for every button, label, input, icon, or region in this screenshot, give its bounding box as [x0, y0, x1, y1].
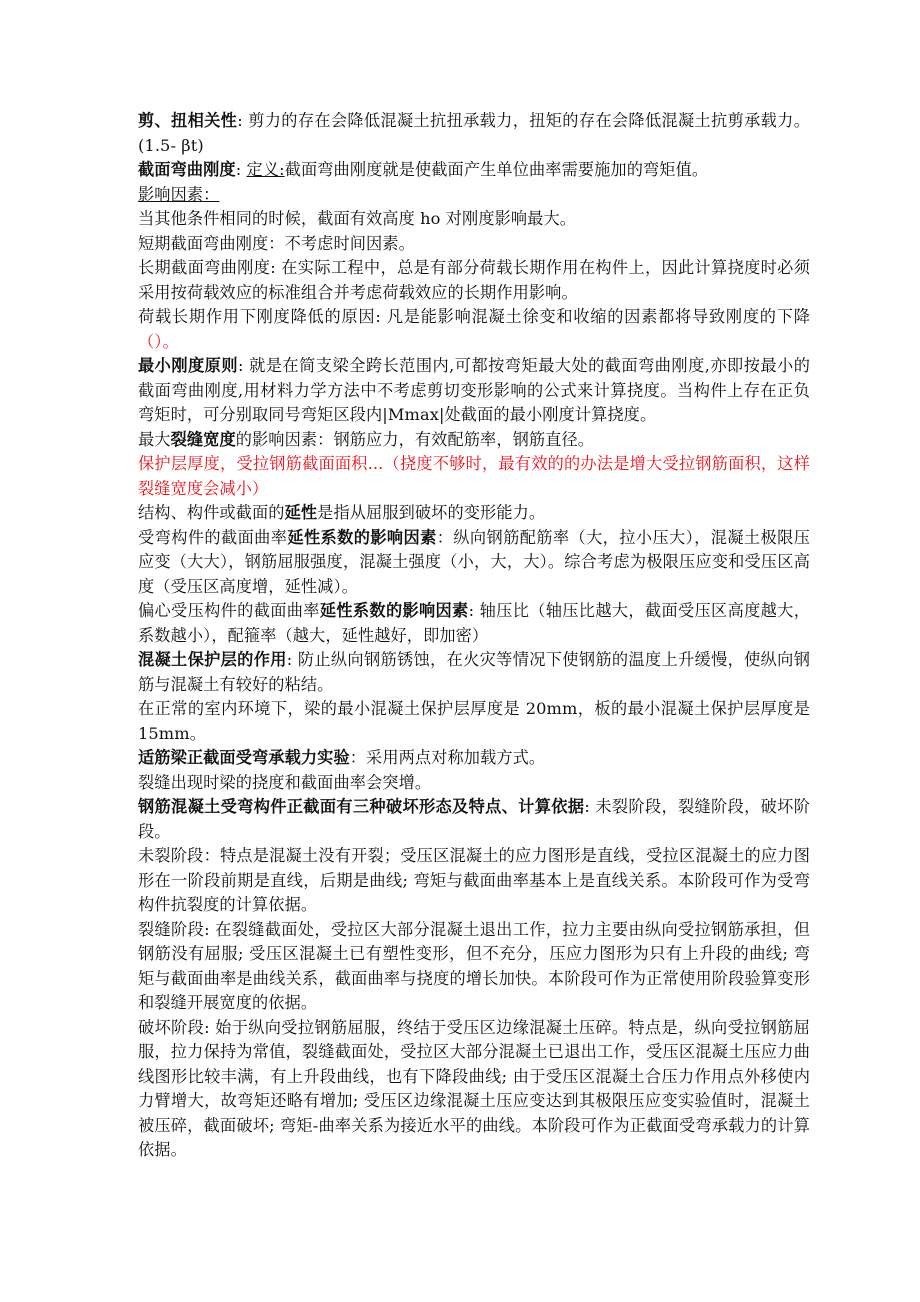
paragraph	[138, 452, 810, 501]
text-run: 未裂阶段：特点是混凝土没有开裂；受压区混凝土的应力图形是直线，受拉区混凝土的应力图形在一阶段前期是直线，后期是曲线; 弯矩与截面曲率基本上是直线关系。本阶段可作为受弯构件抗裂度的计算依据。	[138, 846, 810, 914]
bold-term: 最小刚度原则	[138, 356, 238, 375]
bold-term: 延性系数的影响因素	[287, 527, 437, 547]
text-run: 受弯构件的截面曲率	[138, 527, 288, 547]
text-run: : 轴压比（轴压比越大，截面受压区高度越大，系数越小），配箍率（越大，延性越好，即加密）	[138, 601, 810, 645]
bold-term: 截面弯曲刚度	[138, 160, 236, 179]
bold-term: 混凝土保护层的作用	[138, 650, 287, 669]
text-run: ：采用两点对称加载方式。	[349, 748, 546, 767]
paragraph	[138, 771, 810, 796]
text-run: ：纵向钢筋配筋率（大，拉小压大），混凝土极限压应变（大大），钢筋屈服强度，混凝土强度（小，大，大）。综合考虑为极限压应变和受压区高度（受压区高度增，延性减）。	[138, 527, 810, 596]
text-run: 裂缝出现时梁的挠度和截面曲率会突增。	[138, 772, 432, 792]
document-body	[138, 109, 810, 1163]
text-run: 偏心受压构件的截面曲率	[138, 601, 320, 620]
text-run: : 未裂阶段，裂缝阶段，破坏阶段。	[138, 797, 810, 841]
text-run: 的影响因素：钢筋应力，有效配筋率，钢筋直径。	[235, 429, 595, 449]
text-run: 短期截面弯曲刚度：不考虑时间因素。	[138, 233, 415, 253]
text-run: 在正常的室内环境下，梁的最小混凝土保护层厚度是 20mm，板的最小混凝土保护层厚度是 15mm。	[138, 699, 810, 743]
underlined-term: 影响因素：	[138, 184, 220, 204]
paragraph	[138, 183, 810, 208]
highlighted-text: 保护层厚度，受拉钢筋截面面积...（挠度不够时，最有效的的办法是增大受拉钢筋面积，这样裂缝宽度会减小）	[138, 454, 810, 498]
text-run: 荷载长期作用下刚度降低的原因: 凡是能影响混凝土徐变和收缩的因素都将导致刚度的下降	[138, 307, 810, 326]
text-run: : 就是在简支梁全跨长范围内,可都按弯矩最大处的截面弯曲刚度,亦即按最小的截面弯曲刚度,用材料力学方法中不考虑剪切变形影响的公式来计算挠度。当构件上存在正负弯矩时，可分别取同号弯矩区段内|Mmax|处截面的最小刚度计算挠度。	[138, 356, 810, 424]
bold-term: 钢筋混凝土受弯构件正截面有三种破坏形态及特点、计算依据	[138, 797, 585, 816]
text-run: 最大	[138, 429, 171, 449]
paragraph	[138, 648, 810, 697]
text-run: 破坏阶段: 始于纵向受拉钢筋屈服，终结于受压区边缘混凝土压碎。特点是，纵向受拉钢筋屈服，拉力保持为常值，裂缝截面处，受拉区大部分混凝土已退出工作，受压区混凝土压应力曲线图形比较丰满，有上升段曲线，也有下降段曲线; 由于受压区混凝土合压力作用点外移使内力臂增大，故弯矩还略有增加; 受压区边缘混凝土压应变达到其极限压应变实验值时，混凝土被压碎，截面破坏; 弯矩-曲率关系为接近水平的曲线。本阶段可作为正截面受弯承载力的计算依据。	[138, 1017, 810, 1159]
paragraph	[138, 305, 810, 354]
paragraph	[138, 109, 810, 158]
bold-term: 适筋梁正截面受弯承载力实验	[138, 748, 350, 767]
paragraph	[138, 844, 810, 918]
text-run: 当其他条件相同的时候，截面有效高度 ho 对刚度影响最大。	[138, 209, 577, 228]
paragraph	[138, 256, 810, 305]
paragraph	[138, 428, 810, 453]
paragraph	[138, 599, 810, 648]
underlined-term: 定义:	[246, 160, 285, 179]
text-run: : 防止纵向钢筋锈蚀，在火灾等情况下使钢筋的温度上升缓慢，使纵向钢筋与混凝土有较好的粘结。	[138, 650, 810, 694]
text-run: 是指从屈服到破坏的变形能力。	[317, 503, 546, 522]
paragraph	[138, 526, 810, 600]
highlighted-text: （）。	[138, 331, 179, 351]
text-run: 裂缝阶段: 在裂缝截面处，受拉区大部分混凝土退出工作，拉力主要由纵向受拉钢筋承担，但钢筋没有屈服; 受压区混凝土已有塑性变形，但不充分，压应力图形为只有上升段的曲线; 弯矩与截面曲率是曲线关系，截面曲率与挠度的增长加快。本阶段可作为正常使用阶段验算变形和裂缝开展宽度的依据。	[138, 919, 810, 1012]
paragraph	[138, 795, 810, 844]
text-run: 长期截面弯曲刚度: 在实际工程中，总是有部分荷载长期作用在构件上，因此计算挠度时必须采用按荷载效应的标准组合并考虑荷载效应的长期作用影响。	[138, 258, 810, 302]
paragraph	[138, 1016, 810, 1163]
bold-term: 延性系数的影响因素	[319, 601, 469, 620]
text-run: 截面弯曲刚度就是使截面产生单位曲率需要施加的弯矩值。	[284, 160, 709, 179]
paragraph	[138, 354, 810, 428]
paragraph	[138, 232, 810, 257]
text-run: :	[235, 160, 247, 179]
bold-term: 剪、扭相关性	[138, 111, 238, 130]
paragraph	[138, 158, 810, 183]
bold-term: 裂缝宽度	[170, 429, 236, 449]
paragraph	[138, 746, 810, 771]
paragraph	[138, 501, 810, 526]
paragraph	[138, 697, 810, 746]
text-run: : 剪力的存在会降低混凝土抗扭承载力，扭矩的存在会降低混凝土抗剪承载力。(1.5- βt)	[138, 111, 810, 155]
bold-term: 延性	[284, 503, 318, 522]
text-run: 结构、构件或截面的	[138, 503, 285, 522]
paragraph	[138, 207, 810, 232]
paragraph	[138, 918, 810, 1016]
